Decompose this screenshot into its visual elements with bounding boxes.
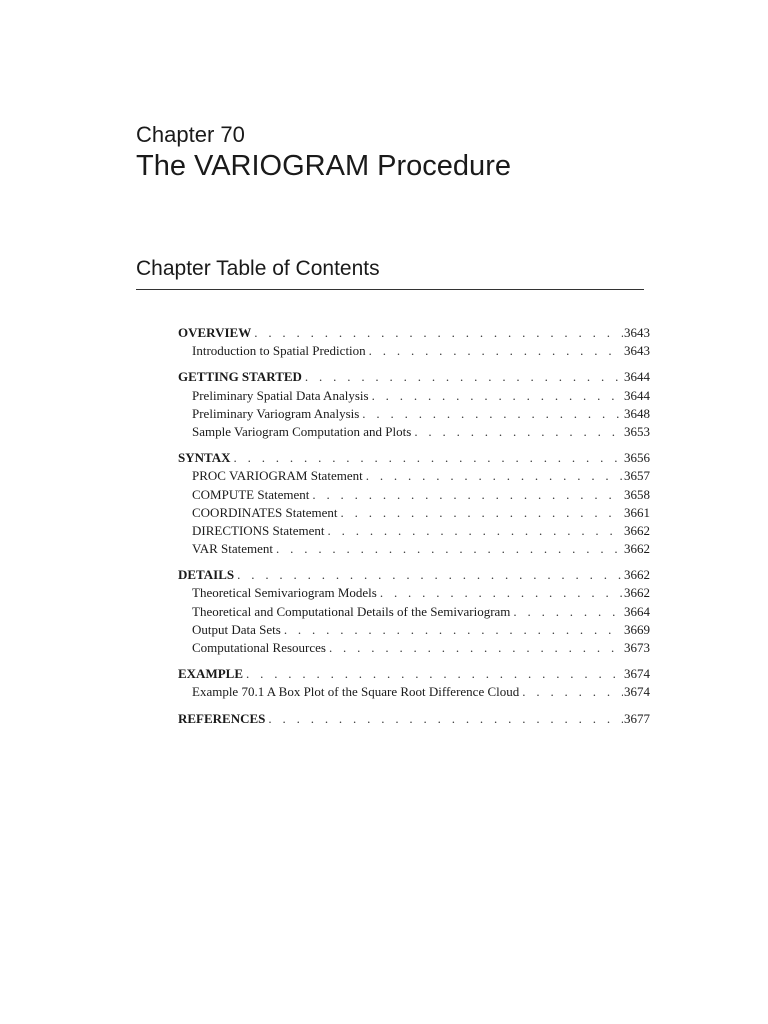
dot-leader	[522, 683, 623, 701]
toc-entry-page: 3644	[624, 369, 650, 385]
dot-leader	[254, 324, 623, 342]
toc-section	[178, 449, 650, 558]
toc-entry-page: 3658	[624, 486, 650, 502]
chapter-number: Chapter 70	[136, 122, 245, 147]
dot-leader	[268, 710, 623, 728]
toc-section-entry[interactable]	[178, 665, 650, 683]
toc-entry-page: 3653	[624, 423, 650, 439]
toc-entry-title: Output Data Sets	[192, 621, 281, 637]
dot-leader	[366, 467, 623, 485]
toc-entry-page: 3677	[624, 710, 650, 726]
dot-leader	[414, 423, 623, 441]
toc-subsection-entry[interactable]	[178, 342, 650, 360]
toc-subsection-entry[interactable]	[178, 467, 650, 485]
toc-section	[178, 566, 650, 657]
toc-entry-title: Example 70.1 A Box Plot of the Square Root Difference Cloud	[192, 684, 520, 700]
toc-subsection-entry[interactable]	[178, 584, 650, 602]
toc-section-entry[interactable]	[178, 368, 650, 386]
dot-leader	[312, 486, 623, 504]
toc-entry-page: 3662	[624, 522, 650, 538]
toc-section-entry[interactable]	[178, 566, 650, 584]
toc-entry-page: 3664	[624, 603, 650, 619]
toc-subsection-entry[interactable]	[178, 423, 650, 441]
toc-entry-page: 3673	[624, 640, 650, 655]
chapter-title: The VARIOGRAM Procedure	[136, 150, 511, 182]
toc-entry-title: COORDINATES Statement	[192, 504, 338, 520]
table-of-contents	[178, 324, 650, 736]
toc-entry-title: OVERVIEW	[178, 325, 252, 340]
toc-entry-page: 3657	[624, 468, 650, 484]
toc-section	[178, 368, 650, 441]
toc-entry-title: EXAMPLE	[178, 666, 243, 682]
heading-rule	[136, 289, 644, 290]
toc-subsection-entry[interactable]	[178, 387, 650, 405]
toc-entry-title: VAR Statement	[192, 541, 274, 557]
toc-section	[178, 324, 650, 360]
toc-subsection-entry[interactable]	[178, 486, 650, 504]
toc-entry-title: Theoretical and Computational Details of the Semivariogram	[192, 603, 511, 619]
toc-entry-page: 3656	[624, 450, 650, 466]
dot-leader	[380, 584, 623, 602]
toc-section	[178, 665, 650, 701]
toc-entry-title: REFERENCES	[178, 710, 266, 726]
dot-leader	[246, 665, 623, 683]
toc-entry-title: Introduction to Spatial Prediction	[192, 343, 366, 359]
toc-entry-title: COMPUTE Statement	[192, 486, 310, 502]
toc-subsection-entry[interactable]	[178, 621, 650, 639]
toc-entry-page: 3643	[624, 343, 650, 359]
toc-entry-title: GETTING STARTED	[178, 369, 302, 385]
toc-entry-title: Preliminary Spatial Data Analysis	[192, 387, 369, 403]
toc-entry-page: 3662	[624, 541, 650, 557]
toc-entry-page: 3644	[624, 387, 650, 403]
dot-leader	[276, 540, 623, 558]
toc-entry-title: SYNTAX	[178, 450, 231, 466]
dot-leader	[305, 368, 623, 386]
toc-entry-title: DETAILS	[178, 567, 235, 583]
toc-entry-title: Computational Resources	[192, 640, 326, 655]
dot-leader	[362, 405, 623, 423]
toc-section-entry[interactable]	[178, 449, 650, 467]
toc-entry-page: 3674	[624, 684, 650, 700]
toc-entry-page: 3661	[624, 504, 650, 520]
dot-leader	[369, 342, 623, 360]
dot-leader	[328, 522, 623, 540]
toc-entry-page: 3674	[624, 666, 650, 682]
toc-entry-title: DIRECTIONS Statement	[192, 522, 325, 538]
toc-subsection-entry[interactable]	[178, 405, 650, 423]
dot-leader	[284, 621, 623, 639]
toc-entry-page: 3662	[624, 585, 650, 601]
dot-leader	[234, 449, 624, 467]
toc-section-entry[interactable]	[178, 710, 650, 728]
toc-entry-title: Theoretical Semivariogram Models	[192, 585, 377, 601]
dot-leader	[372, 387, 623, 405]
toc-entry-page: 3669	[624, 621, 650, 637]
toc-entry-page: 3648	[624, 405, 650, 421]
toc-heading: Chapter Table of Contents	[136, 257, 380, 280]
dot-leader	[513, 603, 623, 621]
toc-entry-title: Preliminary Variogram Analysis	[192, 405, 360, 421]
dot-leader	[341, 504, 623, 522]
toc-subsection-entry[interactable]	[178, 639, 650, 657]
dot-leader	[237, 566, 623, 584]
toc-entry-title: PROC VARIOGRAM Statement	[192, 468, 363, 484]
toc-section	[178, 710, 650, 728]
dot-leader	[329, 639, 623, 657]
toc-subsection-entry[interactable]	[178, 522, 650, 540]
toc-entry-page: 3643	[624, 325, 650, 340]
toc-entry-title: Sample Variogram Computation and Plots	[192, 423, 412, 439]
toc-subsection-entry[interactable]	[178, 504, 650, 522]
toc-section-entry[interactable]	[178, 324, 650, 342]
toc-subsection-entry[interactable]	[178, 540, 650, 558]
toc-subsection-entry[interactable]	[178, 603, 650, 621]
toc-subsection-entry[interactable]	[178, 683, 650, 701]
toc-entry-page: 3662	[624, 567, 650, 583]
